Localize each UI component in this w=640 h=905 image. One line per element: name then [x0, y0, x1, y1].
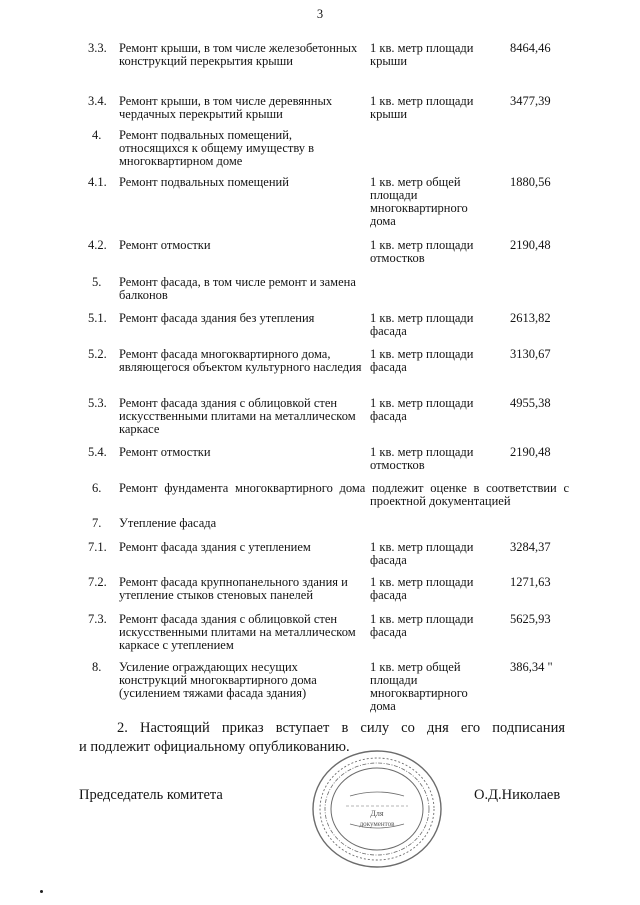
row-unit: 1 кв. метр площади фасада [370, 575, 474, 602]
row-unit: 1 кв. метр площади отмостков [370, 445, 474, 472]
row-name: Ремонт фасада многоквартирного дома, являющегося объектом культурного наследия [119, 347, 362, 374]
row-name: Ремонт фасада здания с облицовкой стен искусственными плитами на металлическом каркасе с утеплением [119, 612, 356, 652]
row-name: Ремонт фасада здания с утеплением [119, 540, 311, 554]
row-price: 2190,48 [510, 445, 551, 459]
row-price: 4955,38 [510, 396, 551, 410]
row-unit: 1 кв. метр площади отмостков [370, 238, 474, 265]
row-number: 5.4. [88, 445, 107, 459]
row-name: Ремонт фасада крупнопанельного здания и утепление стыков стеновых панелей [119, 575, 348, 602]
scan-speck [40, 890, 43, 893]
row-unit: 1 кв. метр площади фасада [370, 540, 474, 567]
row-price: 3130,67 [510, 347, 551, 361]
row-name: Усиление ограждающих несущих конструкций многоквартирного дома (усилением тяжами фасада здания) [119, 660, 317, 700]
row-unit: 1 кв. метр площади фасада [370, 347, 474, 374]
row-name: Ремонт крыши, в том числе железобетонных конструкций перекрытия крыши [119, 41, 358, 68]
row-number: 6. [92, 481, 102, 495]
paragraph-line1: 2. Настоящий приказ вступает в силу со дня его подписания [117, 720, 565, 736]
row-unit: 1 кв. метр общей площади многоквартирного дома [370, 660, 468, 713]
row-number: 3.3. [88, 41, 107, 55]
row-name: Ремонт фасада здания с облицовкой стен искусственными плитами на металлическом каркасе [119, 396, 356, 436]
row-name: Утепление фасада [119, 516, 217, 530]
row-number: 7.1. [88, 540, 107, 554]
row-name: Ремонт отмостки [119, 445, 211, 459]
row-name-line1: Ремонт фундамента многоквартирного дома подлежит оценке в соответствии с [119, 481, 569, 495]
row-number: 5.2. [88, 347, 107, 361]
page-number: 3 [316, 7, 324, 21]
row-name: Ремонт крыши, в том числе деревянных чердачных перекрытий крыши [119, 94, 333, 121]
row-number: 4.1. [88, 175, 107, 189]
row-price: 8464,46 [510, 41, 551, 55]
row-number: 7.2. [88, 575, 107, 589]
row-unit: 1 кв. метр общей площади многоквартирного дома [370, 175, 468, 228]
row-unit: 1 кв. метр площади фасада [370, 396, 474, 423]
row-unit: 1 кв. метр площади крыши [370, 41, 474, 68]
seal-text-top: Для [370, 809, 384, 818]
row-price: 5625,93 [510, 612, 551, 626]
row-number: 3.4. [88, 94, 107, 108]
seal-text-bottom: документов [359, 820, 395, 828]
row-price: 2613,82 [510, 311, 551, 325]
row-price: 1271,63 [510, 575, 551, 589]
row-name-wide [119, 482, 569, 508]
row-number: 8. [92, 660, 102, 674]
row-number: 7.3. [88, 612, 107, 626]
row-name: Ремонт фасада здания без утепления [119, 311, 315, 325]
row-name: Ремонт подвальных помещений, относящихся к общему имуществу в многоквартирном доме [119, 128, 315, 168]
row-price: 2190,48 [510, 238, 551, 252]
row-name: Ремонт фасада, в том числе ремонт и замена балконов [119, 275, 356, 302]
row-price: 1880,56 [510, 175, 551, 189]
row-unit: 1 кв. метр площади фасада [370, 612, 474, 639]
row-price: 386,34 " [510, 660, 553, 674]
row-unit: 1 кв. метр площади крыши [370, 94, 474, 121]
row-unit: 1 кв. метр площади фасада [370, 311, 474, 338]
row-price: 3284,37 [510, 540, 551, 554]
paragraph-line2: и подлежит официальному опубликованию. [79, 739, 350, 755]
row-number: 4.2. [88, 238, 107, 252]
row-name-line2: проектной документацией [370, 494, 511, 508]
row-price: 3477,39 [510, 94, 551, 108]
official-seal [310, 748, 444, 870]
signature-title: Председатель комитета [79, 787, 223, 803]
row-name: Ремонт отмостки [119, 238, 211, 252]
row-number: 7. [92, 516, 102, 530]
row-number: 5. [92, 275, 102, 289]
signature-name: О.Д.Николаев [474, 787, 561, 803]
row-number: 5.3. [88, 396, 107, 410]
row-number: 4. [92, 128, 102, 142]
row-name: Ремонт подвальных помещений [119, 175, 289, 189]
row-number: 5.1. [88, 311, 107, 325]
